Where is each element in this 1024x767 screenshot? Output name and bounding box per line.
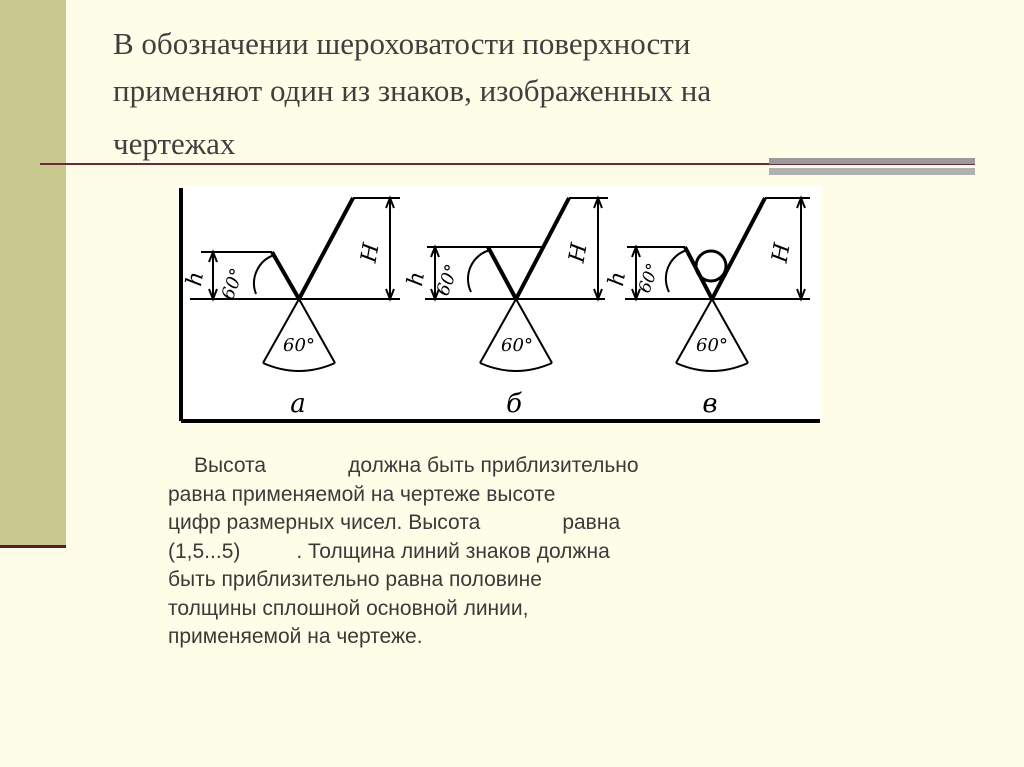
caption-c: в <box>702 389 718 419</box>
label-angle-b-bottom: 60° <box>501 335 533 356</box>
caption-a: а <box>290 389 306 419</box>
body-paragraph <box>168 452 752 652</box>
body-line-7: применяемой на чертеже. <box>168 625 423 648</box>
label-h-a: h <box>182 269 210 289</box>
body-line-1a: Высота <box>194 454 267 477</box>
label-h-c: h <box>604 269 632 289</box>
label-H-a: H <box>356 241 385 265</box>
label-h-b: h <box>403 269 431 289</box>
label-H-b: H <box>564 241 593 265</box>
sidebar-divider <box>0 545 66 548</box>
label-angle-a-top: 60° <box>217 265 249 303</box>
label-angle-b-top: 60° <box>432 261 464 299</box>
roughness-signs-drawing <box>178 186 822 424</box>
body-line-3a: цифр размерных чисел. Высота <box>168 511 481 534</box>
label-angle-c-bottom: 60° <box>696 335 728 356</box>
body-line-6: толщины сплошной основной линии, <box>168 596 529 620</box>
title-line-3: чертежах <box>113 126 236 161</box>
body-line-5: быть приблизительно равна половине <box>168 568 542 591</box>
label-H-c: H <box>767 241 796 265</box>
label-angle-c-top: 60° <box>634 260 664 296</box>
title-line-2: применяют один из знаков, изображенных на <box>113 73 712 108</box>
title-line-1: В обозначении шероховатости поверхности <box>113 26 691 61</box>
body-line-4a: (1,5...5) <box>168 539 241 563</box>
body-line-1b: должна быть приблизительно <box>348 454 639 477</box>
caption-b: б <box>506 389 522 419</box>
label-angle-a-bottom: 60° <box>283 335 315 356</box>
body-line-2: равна применяемой на чертеже высоте <box>168 482 556 506</box>
title-divider-accent <box>769 158 975 178</box>
sidebar-bar <box>0 0 66 548</box>
body-line-3b: равна <box>562 511 621 534</box>
slide-title <box>113 20 913 167</box>
roughness-signs-figure <box>178 186 822 424</box>
body-line-4b: . Толщина линий знаков должна <box>296 539 610 563</box>
